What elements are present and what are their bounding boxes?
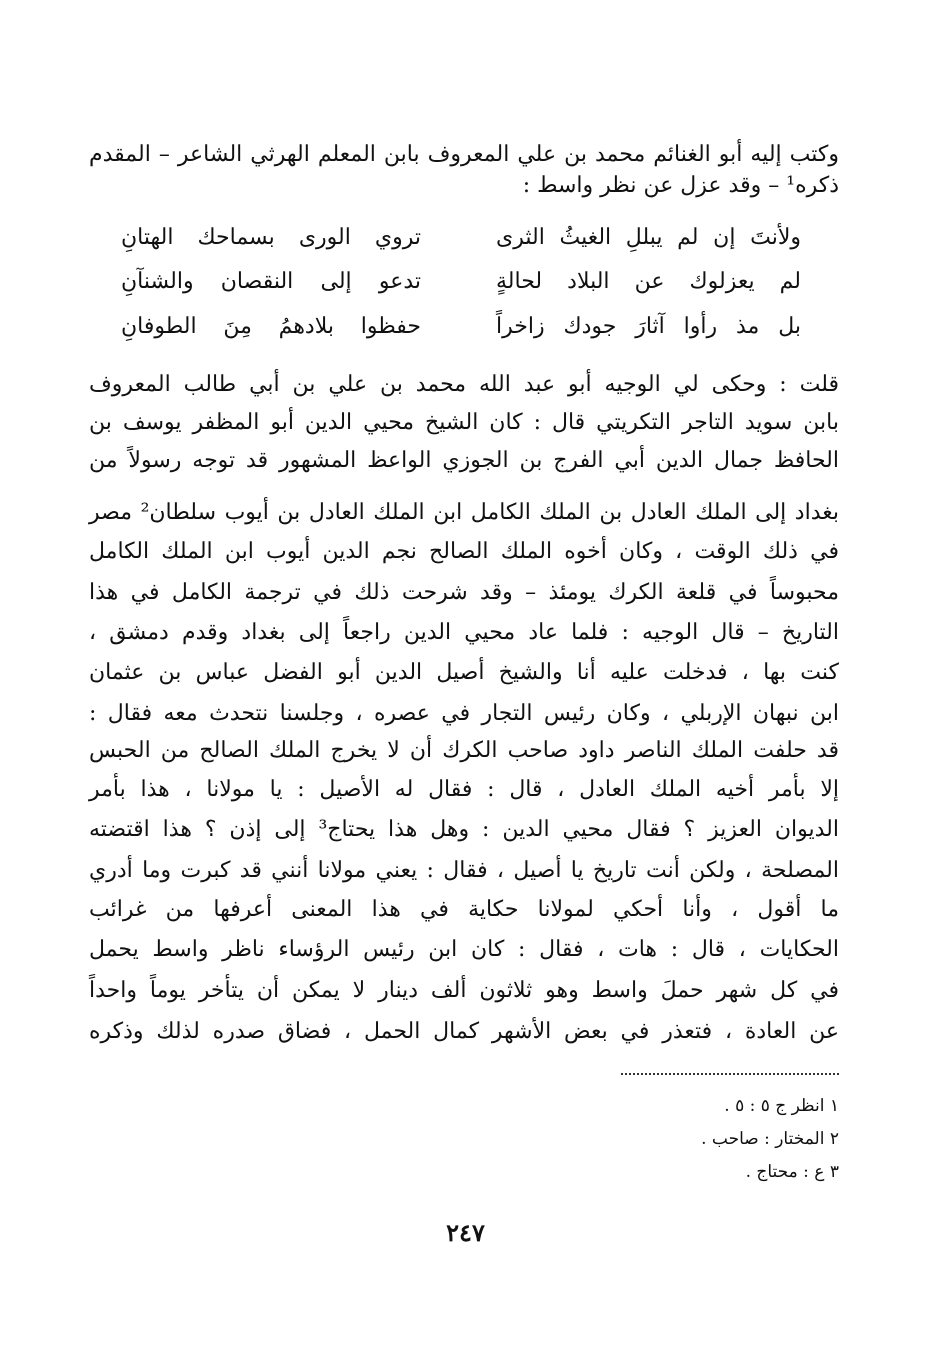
body-line: التاريخ – قال الوجيه : فلما عاد محيي الدين راجعاً إلى بغداد وقدم دمشق ،	[89, 620, 839, 645]
verse-line	[121, 266, 801, 298]
footnote: ١ انظر ج ٥ : ٥ .	[724, 1096, 839, 1116]
body-line: المصلحة ، ولكن أنت تاريخ يا أصيل ، فقال : يعني مولانا أنني قد كبرت وما أدري	[89, 858, 839, 883]
body-line: إلا بأمر أخيه الملك العادل ، قال : فقال له الأصيل : يا مولانا ، هذا بأمر	[89, 777, 839, 802]
body-line: في ذلك الوقت ، وكان أخوه الملك الصالح نجم الدين أيوب ابن الملك الكامل	[89, 539, 839, 564]
body-line: بابن سويد التاجر التكريتي قال : كان الشيخ محيي الدين أبو المظفر يوسف بن	[89, 410, 839, 435]
footnote: ٢ المختار : صاحب .	[701, 1129, 839, 1149]
body-line: بغداد إلى الملك العادل بن الملك الكامل ابن الملك العادل بن أيوب سلطان² مصر	[89, 500, 840, 525]
footnote: ٣ ع : محتاج .	[745, 1162, 839, 1182]
verse-second-hemistich: حفظوا بلادهمُ مِنَ الطوفانِ	[121, 314, 421, 339]
verse-second-hemistich: تدعو إلى النقصان والشنآنِ	[121, 269, 421, 294]
body-line: الديوان العزيز ؟ فقال محيي الدين : وهل هذا يحتاج³ إلى إذن ؟ هذا اقتضته	[89, 817, 839, 842]
verse-first-hemistich: لم يعزلوك عن البلاد لحالةٍ	[496, 269, 801, 294]
body-line: ابن نبهان الإربلي ، وكان رئيس التجار في عصره ، وجلسنا نتحدث معه فقال :	[89, 701, 839, 726]
verse-second-hemistich: تروي الورى بسماحك الهتانِ	[121, 225, 421, 250]
verse-first-hemistich: بل مذ رأوا آثارَ جودك زاخراً	[496, 314, 801, 339]
body-line: الحافظ جمال الدين أبي الفرج بن الجوزي الواعظ المشهور قد توجه رسولاً من	[89, 448, 839, 473]
verse-first-hemistich: ولأنتَ إن لم يبللِ الغيثُ الثرى	[496, 225, 801, 250]
body-line: الحكايات ، قال : هات ، فقال : كان ابن رئيس الرؤساء ناظر واسط يحمل	[89, 937, 839, 962]
body-line: ما أقول ، وأنا أحكي لمولانا حكاية في هذا المعنى أعرفها من غرائب	[89, 897, 839, 922]
verse-line	[121, 311, 801, 343]
body-line: قلت : وحكى لي الوجيه أبو عبد الله محمد بن علي بن أبي طالب المعروف	[89, 372, 839, 397]
footnote-divider	[621, 1073, 839, 1075]
page-number: ٢٤٧	[446, 1218, 485, 1247]
verse-line	[121, 222, 801, 254]
body-line: قد حلفت الملك الناصر داود صاحب الكرك أن لا يخرج الملك الصالح من الحبس	[89, 738, 839, 763]
body-line: في كل شهر حملَ واسط وهو ثلاثون ألف دينار لا يمكن أن يتأخر يوماً واحداً	[89, 978, 839, 1003]
body-line: عن العادة ، فتعذر في بعض الأشهر كمال الحمل ، فضاق صدره لذلك وذكره	[89, 1019, 839, 1044]
body-line: محبوساً في قلعة الكرك يومئذ – وقد شرحت ذلك في ترجمة الكامل في هذا	[89, 580, 839, 605]
body-line: كنت بها ، فدخلت عليه أنا والشيخ أصيل الدين أبو الفضل عباس بن عثمان	[89, 660, 839, 685]
intro-line: ذكره¹ – وقد عزل عن نظر واسط :	[522, 173, 839, 198]
intro-line: وكتب إليه أبو الغنائم محمد بن علي المعروف بابن المعلم الهرثي الشاعر – المقدم	[89, 142, 839, 167]
